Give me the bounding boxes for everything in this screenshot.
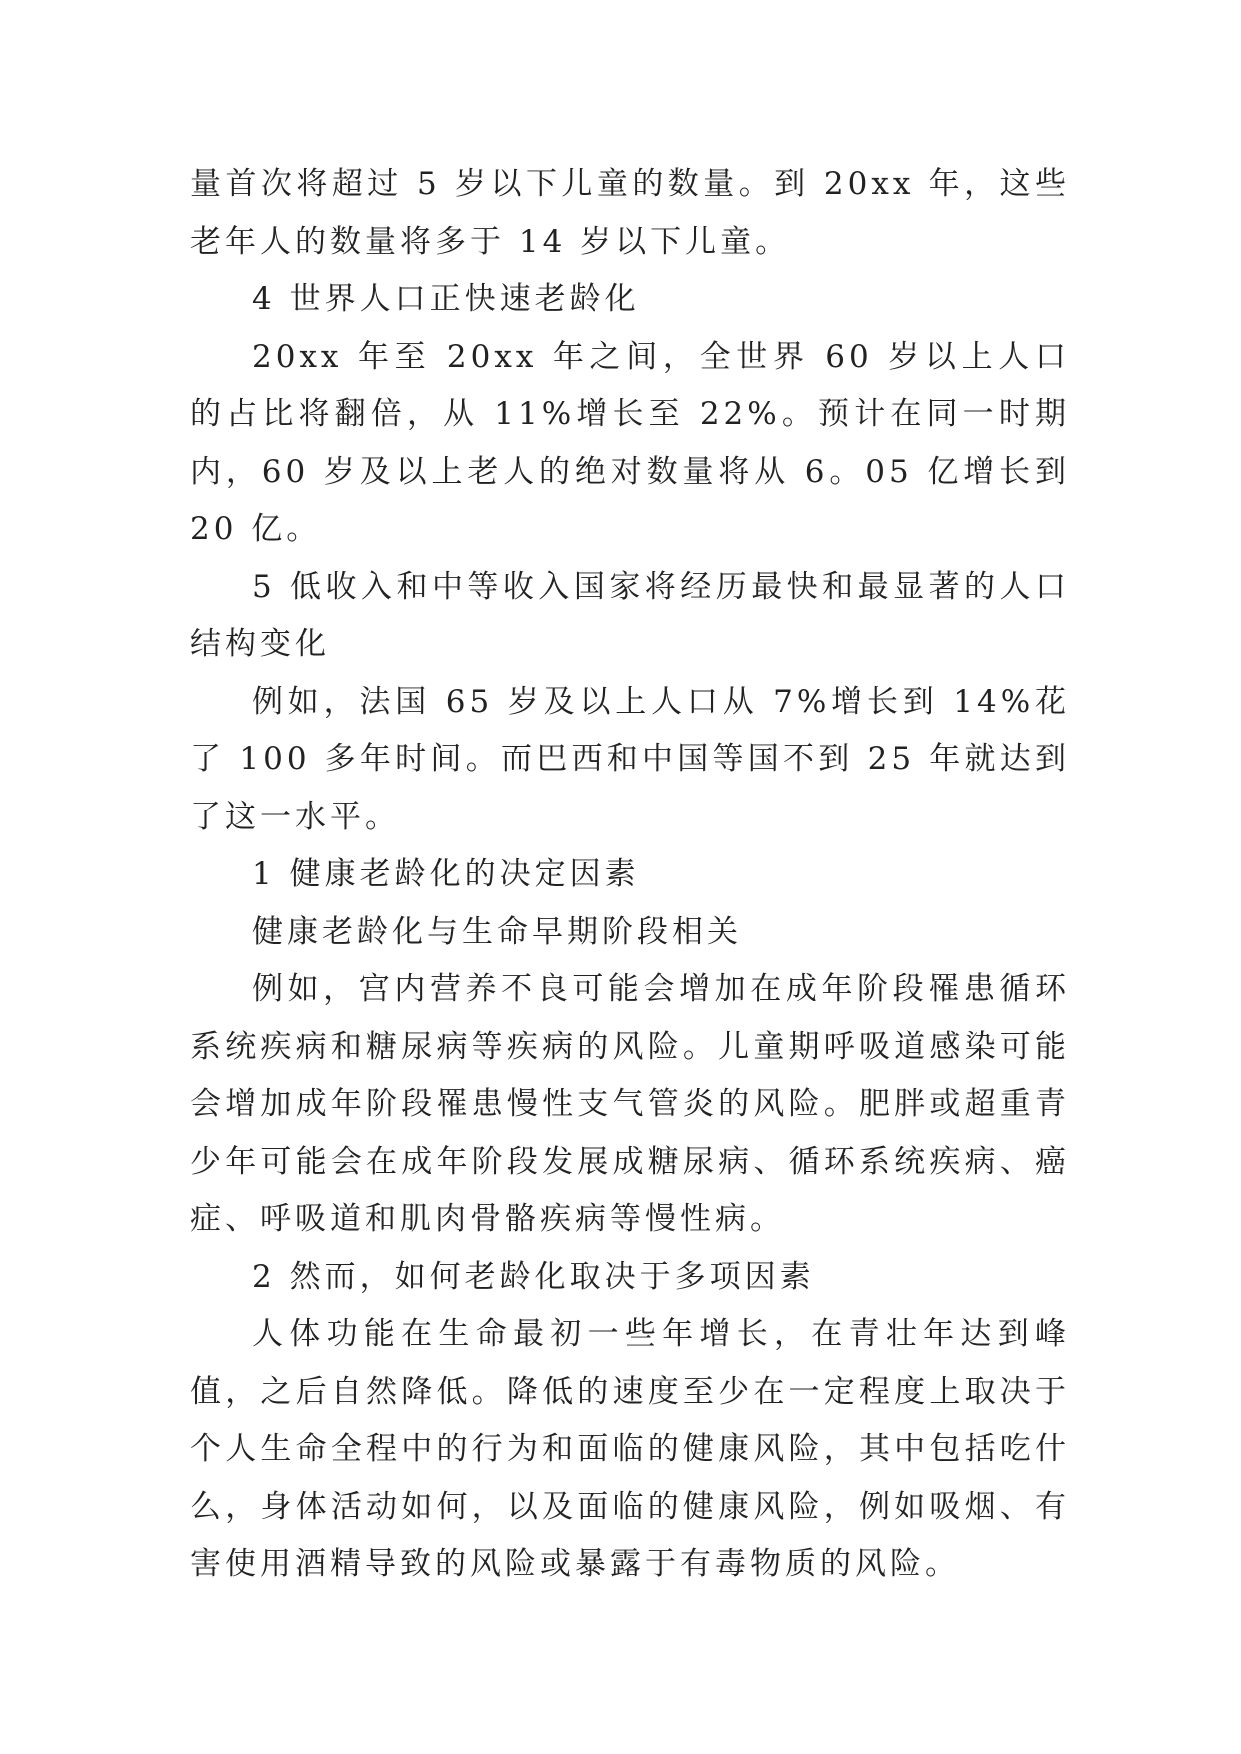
section-heading-2: 2 然而，如何老龄化取决于多项因素 xyxy=(252,1258,815,1295)
paragraph-france-example: 例如，法国 65 岁及以上人口从 7%增长到 14%花了 100 多年时间。而巴西和中国等国不到 25 年就达到了这一水平。 xyxy=(190,683,1070,835)
paragraph-early-life-risks: 例如，宫内营养不良可能会增加在成年阶段罹患循环系统疾病和糖尿病等疾病的风险。儿童期呼吸道感染可能会增加成年阶段罹患慢性支气管炎的风险。肥胖或超重青少年可能会在成年阶段发展成糖尿病、循环系统疾病、癌症、呼吸道和肌肉骨骼疾病等慢性病。 xyxy=(190,971,1070,1237)
section-heading-4: 4 世界人口正快速老龄化 xyxy=(252,281,640,317)
document-body xyxy=(190,156,1070,1594)
section-heading-1: 1 健康老龄化的决定因素 xyxy=(252,856,640,892)
paragraph-aging-rate: 20xx 年至 20xx 年之间，全世界 60 岁以上人口的占比将翻倍，从 11%增长至 22%。预计在同一时期内，60 岁及以上老人的绝对数量将从 6。05 亿增长到 20 亿。 xyxy=(190,338,1070,547)
paragraph-continuation: 量首次将超过 5 岁以下儿童的数量。到 20xx 年，这些老年人的数量将多于 14 岁以下儿童。 xyxy=(190,166,1070,260)
section-heading-5: 5 低收入和中等收入国家将经历最快和最显著的人口结构变化 xyxy=(190,568,1070,662)
paragraph-body-function: 人体功能在生命最初一些年增长，在青壮年达到峰值，之后自然降低。降低的速度至少在一定程度上取决于个人生命全程中的行为和面临的健康风险，其中包括吃什么，身体活动如何，以及面临的健康风险，例如吸烟、有害使用酒精导致的风险或暴露于有毒物质的风险。 xyxy=(190,1316,1070,1582)
subheading-early-life: 健康老龄化与生命早期阶段相关 xyxy=(252,913,742,950)
